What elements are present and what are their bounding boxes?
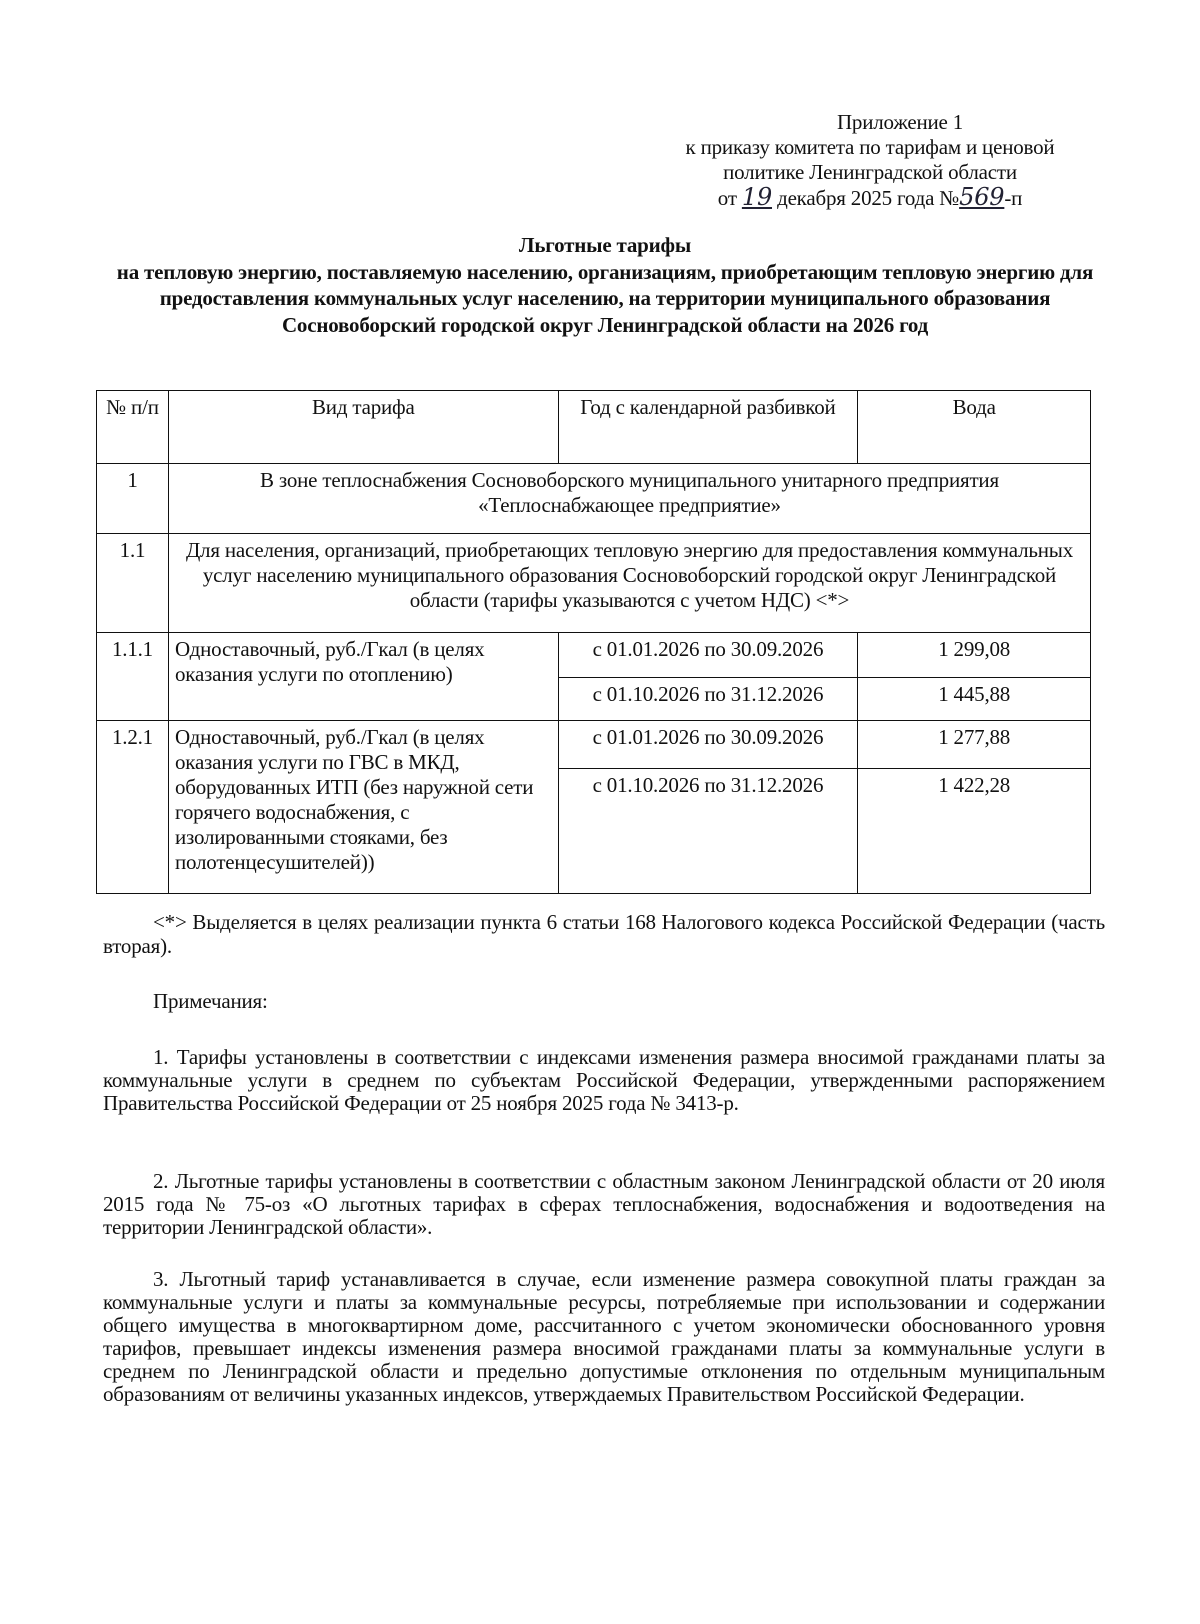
row-number: 1 bbox=[97, 464, 169, 534]
period: с 01.10.2026 по 31.12.2026 bbox=[558, 678, 858, 721]
footnote: <*> Выделяется в целях реализации пункта 6 статьи 168 Налогового кодекса Российской Федерации (часть вторая). bbox=[103, 910, 1105, 958]
tariff-value: 1 445,88 bbox=[858, 678, 1091, 721]
document-title bbox=[100, 232, 1110, 338]
table-row bbox=[97, 633, 1091, 678]
appendix-line: политике Ленинградской области bbox=[723, 160, 1017, 184]
period: с 01.01.2026 по 30.09.2026 bbox=[558, 633, 858, 678]
header-cell: № п/п bbox=[97, 391, 169, 464]
period: с 01.10.2026 по 31.12.2026 bbox=[558, 769, 858, 894]
section-text: В зоне теплоснабжения Сосновоборского муниципального унитарного предприятия «Теплоснабжающее предприятие» bbox=[168, 464, 1090, 534]
table-row bbox=[97, 464, 1091, 534]
row-number: 1.2.1 bbox=[97, 721, 169, 894]
handwritten-number: 569 bbox=[959, 183, 1005, 211]
note-item: 2. Льготные тарифы установлены в соответствии с областным законом Ленинградской области от 20 июля 2015 года № 75-оз «О льготных тарифах в сферах теплоснабжения, водоснабжения и водоотведения на территории Ленинградской области». bbox=[103, 1169, 1105, 1239]
header-cell: Вода bbox=[858, 391, 1091, 464]
title-subheading: на тепловую энергию, поставляемую населению, организациям, приобретающим тепловую энергию для предоставления коммунальных услуг населению, на территории муниципального образования Сосновоборский городской округ Ленинградской области на 2026 год bbox=[116, 259, 1094, 337]
table-row bbox=[97, 534, 1091, 633]
note-item: 3. Льготный тариф устанавливается в случае, если изменение размера совокупной платы граждан за коммунальные услуги и платы за коммунальные ресурсы, потребляемые при использовании и содержании общего имущества в многоквартирном доме, рассчитанного с учетом экономически обоснованного уровня тарифов, превышает индексы изменения размера вносимой гражданами платы за коммунальные услуги в среднем по Ленинградской области и предельно допустимые отклонения по отдельным муниципальным образованиям от величины указанных индексов, утверждаемых Правительством Российской Федерации. bbox=[103, 1267, 1105, 1406]
tariff-type: Одноставочный, руб./Гкал (в целях оказания услуги по ГВС в МКД, оборудованных ИТП (без наружной сети горячего водоснабжения, с изолированными стояками, без полотенцесушителей)) bbox=[168, 721, 558, 894]
row-number: 1.1.1 bbox=[97, 633, 169, 721]
row-number: 1.1 bbox=[97, 534, 169, 633]
order-date bbox=[640, 185, 1100, 211]
title-heading: Льготные тарифы bbox=[518, 233, 692, 257]
period: с 01.01.2026 по 30.09.2026 bbox=[558, 721, 858, 769]
tariff-value: 1 277,88 bbox=[858, 721, 1091, 769]
header-cell: Год с календарной разбивкой bbox=[558, 391, 858, 464]
handwritten-day: 19 bbox=[741, 183, 773, 211]
table-row bbox=[97, 721, 1091, 769]
tariff-value: 1 299,08 bbox=[858, 633, 1091, 678]
tariff-value: 1 422,28 bbox=[858, 769, 1091, 894]
date-text: декабря 2025 года № bbox=[777, 186, 960, 210]
appendix-title: Приложение 1 bbox=[836, 110, 964, 134]
notes-heading: Примечания: bbox=[153, 989, 268, 1013]
date-prefix: от bbox=[717, 186, 737, 210]
appendix-line: к приказу комитета по тарифам и ценовой bbox=[685, 135, 1055, 159]
header-cell: Вид тарифа bbox=[168, 391, 558, 464]
section-text: Для населения, организаций, приобретающих тепловую энергию для предоставления коммунальных услуг населению муниципального образования Сосновоборский городской округ Ленинградской области (тарифы указываются с учетом НДС) <*> bbox=[168, 534, 1090, 633]
note-item: 1. Тарифы установлены в соответствии с индексами изменения размера вносимой гражданами платы за коммунальные услуги в среднем по субъектам Российской Федерации, утвержденными распоряжением Правительства Российской Федерации от 25 ноября 2025 года № 3413-р. bbox=[103, 1045, 1105, 1115]
appendix-header bbox=[640, 110, 1100, 211]
table-header-row bbox=[97, 391, 1091, 464]
tariff-table bbox=[96, 390, 1091, 894]
tariff-type: Одноставочный, руб./Гкал (в целях оказания услуги по отоплению) bbox=[168, 633, 558, 721]
number-suffix: -п bbox=[1004, 186, 1023, 210]
